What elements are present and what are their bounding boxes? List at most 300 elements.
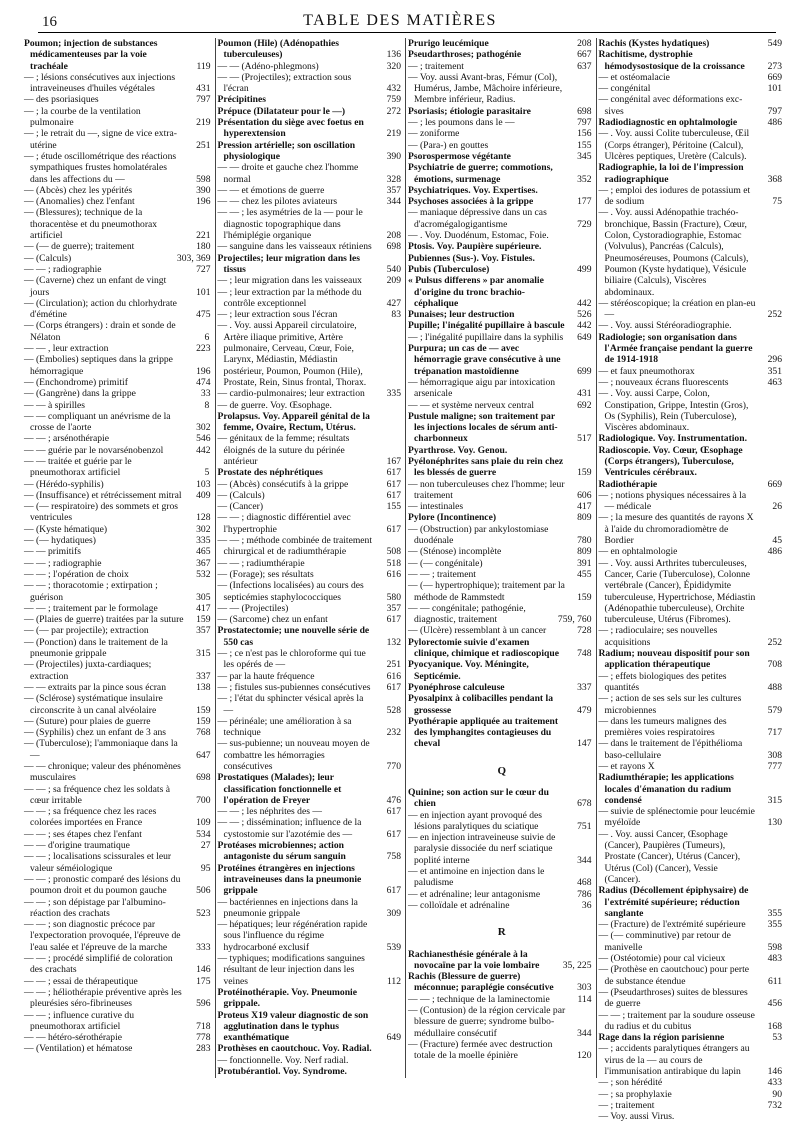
entry-page-number: 208 <box>386 230 401 242</box>
entry-text: — et adrénaline; leur antagonisme <box>408 888 541 900</box>
entry-page-number: 616 <box>386 568 401 580</box>
index-entry <box>24 128 215 151</box>
entry-page-number: 83 <box>391 309 401 321</box>
entry-text: — ; effets biologiques des petites quantités <box>598 670 727 693</box>
entry-text: Poumon (Hile) (Adénopathies tuberculeuses) <box>217 38 340 61</box>
entry-text: — (— de guerre); traitement <box>24 241 135 253</box>
entry-text: — (Calculs) <box>217 489 265 501</box>
entry-page-number: 302 <box>196 523 211 535</box>
entry-text: — (Ulcère) ressemblant à un cancer <box>408 625 547 637</box>
entry-text: Présentation du siège avec foetus en hyperextension <box>217 117 364 140</box>
entry-text: — de guerre. Voy. Œsophage. <box>217 399 332 411</box>
index-entry <box>24 1010 215 1033</box>
index-entry <box>24 388 215 399</box>
index-entry <box>599 546 787 557</box>
index-entry <box>408 682 596 693</box>
entry-text: — (Projectiles) juxta-cardiaques; extraction <box>24 659 152 682</box>
entry-page-number: 146 <box>767 1066 782 1078</box>
index-entry <box>218 558 406 569</box>
index-entry <box>408 659 596 682</box>
entry-text: Protéines étrangères en injections intraveineuses dans la pneumonie grippale <box>217 862 362 897</box>
entry-text: — (Contusion) de la région cervicale par blessure de guerre; syndrome bulbo-médullaire consécutif <box>408 1005 566 1039</box>
entry-text: — fonctionnelle. Voy. Nerf radial. <box>217 1054 349 1066</box>
entry-text: — (Para-) en gouttes <box>408 139 489 151</box>
index-entry <box>408 625 596 636</box>
entry-page-number: 729 <box>577 218 592 230</box>
index-entry <box>218 72 406 95</box>
index-entry <box>408 693 596 716</box>
entry-page-number: 442 <box>577 320 592 332</box>
index-entry <box>599 829 787 885</box>
index-entry <box>218 625 406 648</box>
entry-page-number: 637 <box>577 60 592 72</box>
entry-page-number: 748 <box>577 648 592 660</box>
index-entry <box>408 151 596 162</box>
entry-page-number: 770 <box>386 761 401 772</box>
entry-page-number: 208 <box>577 38 592 49</box>
index-entry <box>218 648 406 671</box>
entry-page-number: 549 <box>767 38 782 49</box>
entry-page-number: 159 <box>196 704 211 716</box>
entry-page-number: 180 <box>196 241 211 253</box>
entry-page-number: 357 <box>386 184 401 196</box>
index-entry <box>408 207 596 230</box>
index-entry <box>408 38 596 49</box>
entry-page-number: 777 <box>767 761 782 772</box>
entry-text: — — et système nerveux central <box>408 399 535 411</box>
entry-page-number: 433 <box>767 1077 782 1089</box>
entry-page-number: 251 <box>196 139 211 151</box>
entry-text: — ; le retrait du —, signe de vice extra-utérine <box>24 128 177 151</box>
index-entry <box>24 253 215 264</box>
entry-page-number: 797 <box>577 117 592 129</box>
entry-page-number: 432 <box>386 83 401 95</box>
entry-text: Radioscopie. Voy. Cœur, Œsophage (Corps étrangers), Tuberculose, Ventricules cérébraux. <box>598 444 743 479</box>
entry-page-number: 53 <box>772 1032 782 1044</box>
section-letter: R <box>497 926 506 939</box>
entry-page-number: 758 <box>386 851 401 863</box>
entry-text: — (Sclérose) systématique insulaire circonscrite à un canal alvéolaire <box>24 693 163 716</box>
entry-page-number: 598 <box>196 173 211 185</box>
entry-page-number: 474 <box>196 376 211 388</box>
entry-page-number: 156 <box>577 128 592 140</box>
entry-page-number: 546 <box>196 433 211 445</box>
index-entry <box>599 558 787 626</box>
entry-page-number: 431 <box>196 83 211 95</box>
index-entry <box>408 716 596 750</box>
index-entry <box>599 445 787 479</box>
entry-page-number: 302 <box>196 422 211 434</box>
index-entry <box>408 580 596 603</box>
index-entry <box>24 343 215 354</box>
index-entry <box>218 1010 406 1044</box>
index-entry <box>599 648 787 671</box>
entry-text: — sanguine dans les vaisseaux rétiniens <box>217 241 372 253</box>
entry-text: — (Ventilation) et hématose <box>24 1043 133 1055</box>
index-entry <box>599 738 787 761</box>
entry-page-number: 344 <box>577 1027 592 1039</box>
entry-text: — ; les poumons dans le — <box>408 117 515 129</box>
entry-page-number: 617 <box>386 885 401 897</box>
entry-text: — — d'origine traumatique <box>24 840 130 852</box>
entry-text: Pression artérielle; son oscillation physiologique <box>217 139 356 162</box>
entry-page-number: 417 <box>577 501 592 513</box>
index-entry <box>218 1066 406 1077</box>
index-entry <box>218 987 406 1010</box>
entry-text: Psoriasis; étiologie parasitaire <box>408 105 531 117</box>
entry-text: — intestinales <box>408 501 464 513</box>
entry-text: — ; action de ses sels sur les cultures microbiennes <box>598 693 742 716</box>
entry-text: Radiothérapie <box>598 478 658 490</box>
index-entry <box>24 185 215 196</box>
entry-page-number: 700 <box>196 794 211 806</box>
index-entry <box>218 287 406 310</box>
entry-text: — — ; radiumthérapie <box>217 557 305 569</box>
entry-text: — — ; sa fréquence chez les soldats à cœur irritable <box>24 783 170 806</box>
entry-text: — (Suture) pour plaies de guerre <box>24 715 151 727</box>
index-entry <box>218 501 406 512</box>
entry-page-number: 109 <box>196 817 211 829</box>
entry-text: — congénital <box>598 83 651 95</box>
entry-text: — périnéale; une amélioration à sa technique <box>217 715 352 739</box>
entry-page-number: 598 <box>767 941 782 953</box>
entry-page-number: 809 <box>577 512 592 524</box>
entry-text: — (— comminutive) par retour de manivelle <box>598 930 731 953</box>
entry-text: — dans le traitement de l'épithélioma baso-cellulaire <box>598 738 743 761</box>
entry-text: — non tuberculeuses chez l'homme; leur traitement <box>408 478 565 501</box>
entry-text: — (Corps étrangers) : drain et sonde de Nélaton <box>24 320 176 343</box>
entry-text: — (Fracture) fermée avec destruction totale de la moelle épinière <box>408 1038 553 1062</box>
entry-page-number: 617 <box>386 681 401 693</box>
entry-page-number: 35, 225 <box>562 959 592 971</box>
entry-text: — — ; radiographie <box>24 557 102 569</box>
entry-page-number: 344 <box>577 854 592 866</box>
entry-page-number: 778 <box>196 1032 211 1044</box>
entry-text: Pyélonéphrites sans plaie du rein chez les blessés de guerre <box>408 455 564 479</box>
entry-page-number: 315 <box>196 648 211 660</box>
index-entry <box>218 806 406 817</box>
entry-page-number: 698 <box>386 241 401 253</box>
entry-text: — ; son hérédité <box>598 1077 663 1089</box>
entry-page-number: 809 <box>577 546 592 558</box>
entry-text: Rachis (Blessure de guerre) méconnue; paraplégie consécutive <box>408 971 554 994</box>
entry-page-number: 159 <box>577 467 592 479</box>
entry-page-number: 617 <box>386 806 401 818</box>
entry-text: — congénital avec déformations exc-sives <box>598 94 743 117</box>
entry-page-number: 252 <box>767 636 782 648</box>
index-entry <box>408 949 596 972</box>
entry-text: Proteus X19 valeur diagnostic de son agglutination dans le typhus exanthématique <box>217 1009 369 1044</box>
index-entry <box>218 433 406 467</box>
entry-page-number: 147 <box>577 738 592 750</box>
entry-text: — (Enchondrome) primitif <box>24 376 128 388</box>
entry-page-number: 232 <box>386 727 401 739</box>
index-entry <box>599 490 787 513</box>
index-entry <box>24 919 215 953</box>
entry-text: — — ; radiographie <box>24 263 102 275</box>
entry-page-number: 333 <box>196 941 211 953</box>
index-entry <box>218 897 406 920</box>
entry-text: Purpura; un cas de — avec hémorragie grave consécutive à une trépanation mastoïdienne <box>408 343 561 377</box>
index-entry <box>218 309 406 320</box>
entry-text: — hémorragique aigu par intoxication arsenicale <box>408 376 556 400</box>
entry-page-number: 486 <box>767 546 782 558</box>
entry-page-number: 223 <box>196 343 211 355</box>
entry-page-number: 90 <box>772 1088 782 1100</box>
index-entry <box>218 840 406 863</box>
entry-text: Pyarthrose. Voy. Genou. <box>408 444 508 456</box>
entry-page-number: 526 <box>577 309 592 321</box>
entry-text: — sus-pubienne; un nouveau moyen de combattre les hémorragies consécutives <box>217 738 370 772</box>
entry-text: — . Voy. aussi Adénopathie trachéo-bronchique, Bassin (Fracture), Cœur, Colon, Cystoradiographie, Estomac (Volvulus), Pancréas (Calculs), Pneumoséreuses, Poumons (Calculs), Poumon (Kyste hydatique), Vésicule biliaire (Calculs), Viscères abdominaux. <box>598 207 749 298</box>
entry-text: — ; l'inégalité pupillaire dans la syphilis <box>408 331 564 343</box>
entry-text: — des psoriasiques <box>24 94 99 106</box>
entry-text: — (Blessures); technique de la thoracentèse et du pneumothorax artificiel <box>24 207 158 242</box>
entry-page-number: 463 <box>767 376 782 388</box>
entry-text: — — ; traitement <box>408 568 476 580</box>
index-entry <box>408 1039 596 1062</box>
entry-page-number: 337 <box>577 681 592 693</box>
index-entry <box>218 772 406 806</box>
entry-text: — — ; l'opération de choix <box>24 568 129 580</box>
entry-page-number: 101 <box>196 286 211 298</box>
entry-page-number: 196 <box>196 365 211 377</box>
index-entry <box>24 693 215 716</box>
index-entry <box>24 377 215 388</box>
entry-text: — Voy. aussi Avant-bras, Fémur (Col), Humérus, Jambe, Mâchoire inférieure, Membre inférieur, Radius. <box>408 71 563 106</box>
index-entry <box>218 1043 406 1054</box>
index-entry <box>408 866 596 889</box>
index-entry <box>408 332 596 343</box>
entry-page-number: 335 <box>196 535 211 547</box>
index-entry <box>24 207 215 241</box>
index-column-2 <box>215 38 406 1078</box>
entry-page-number: 114 <box>577 993 592 1005</box>
entry-page-number: 251 <box>386 659 401 671</box>
entry-text: — (— hydatiques) <box>24 535 96 547</box>
entry-text: Pupille; l'inégalité pupillaire à bascule <box>408 320 565 332</box>
index-entry <box>24 546 215 557</box>
index-entry <box>599 1089 787 1100</box>
index-entry <box>218 512 406 535</box>
index-entry <box>408 128 596 139</box>
entry-text: — par la haute fréquence <box>217 670 315 682</box>
index-entry <box>218 535 406 558</box>
index-entry <box>408 546 596 557</box>
entry-text: — — ; arsénothérapie <box>24 433 109 445</box>
index-entry <box>408 456 596 479</box>
index-entry <box>599 953 787 964</box>
index-entry <box>408 309 596 320</box>
index-entry <box>218 275 406 286</box>
entry-page-number: 528 <box>386 704 401 716</box>
entry-text: — — droite et gauche chez l'homme normal <box>217 162 359 185</box>
entry-text: — — ; influence curative du pneumothorax artificiel <box>24 1009 135 1032</box>
entry-text: Psychoses associées à la grippe <box>408 196 534 208</box>
entry-text: — stéréoscopique; la création en plan-eu — <box>598 297 756 321</box>
entry-page-number: 168 <box>767 1020 782 1032</box>
entry-page-number: 283 <box>196 1043 211 1055</box>
index-entry <box>408 787 596 810</box>
entry-text: Pyocyanique. Voy. Méningite, Septicémie. <box>408 659 529 682</box>
index-entry <box>408 1005 596 1039</box>
entry-page-number: 786 <box>577 888 592 900</box>
index-column-3 <box>405 38 596 1078</box>
entry-text: — et rayons X <box>598 761 655 772</box>
index-entry <box>218 185 406 196</box>
index-entry <box>599 693 787 716</box>
index-entry <box>599 806 787 829</box>
entry-text: Radium; nouveau dispositif pour son application thérapeutique <box>598 648 750 671</box>
entry-page-number: 475 <box>196 309 211 321</box>
entry-page-number: 221 <box>196 230 211 242</box>
entry-page-number: 606 <box>577 489 592 501</box>
entry-page-number: 728 <box>577 625 592 637</box>
index-entry <box>24 38 215 72</box>
index-entry <box>218 603 406 614</box>
index-entry <box>218 614 406 625</box>
index-entry <box>218 140 406 163</box>
entry-page-number: 768 <box>196 727 211 739</box>
entry-text: — (Fracture) de l'extrémité supérieure <box>598 919 746 931</box>
entry-page-number: 355 <box>767 907 782 919</box>
entry-text: Pyothérapie appliquée au traitement des lymphangites contagieuses du cheval <box>408 715 559 750</box>
index-entry <box>218 490 406 501</box>
entry-text: Psychiatriques. Voy. Expertises. <box>408 184 538 196</box>
entry-text: — — ; procédé simplifié de coloration des crachats <box>24 953 173 976</box>
entry-text: — ; sa prophylaxie <box>598 1088 672 1100</box>
header-rule <box>38 32 776 33</box>
entry-text: — — (Projectiles); extraction sous l'écran <box>217 71 352 95</box>
entry-page-number: 132 <box>386 636 401 648</box>
entry-text: — (Caverne) chez un enfant de vingt jours <box>24 275 167 298</box>
entry-text: — — chez les pilotes aviateurs <box>217 196 338 208</box>
index-entry <box>599 185 787 208</box>
entry-text: Poumon; injection de substances médicamenteuses par la voie trachéale <box>24 38 158 72</box>
index-entry <box>24 264 215 275</box>
entry-text: Radiologie; son organisation dans l'Armée française pendant la guerre de 1914-1918 <box>598 331 753 366</box>
entry-text: Prostatectomie; une nouvelle série de 550 cas <box>217 625 370 648</box>
entry-text: Projectiles; leur migration dans les tissus <box>217 252 360 275</box>
index-entry <box>599 772 787 806</box>
entry-page-number: 119 <box>196 60 211 72</box>
entry-page-number: 27 <box>200 840 211 852</box>
index-entry <box>599 332 787 366</box>
entry-text: — (Embolies) septiques dans la grippe hémorragique <box>24 354 173 377</box>
entry-page-number: 617 <box>386 614 401 626</box>
entry-page-number: 345 <box>577 150 592 162</box>
entry-text: Psorospermose végétante <box>408 150 511 162</box>
entry-page-number: 617 <box>386 523 401 535</box>
entry-page-number: 580 <box>386 591 401 603</box>
entry-text: — — congénitale; pathogénie, diagnostic, traitement <box>408 602 526 626</box>
entry-text: — ; emploi des iodures de potassium et de sodium <box>598 184 751 208</box>
index-entry <box>408 411 596 445</box>
entry-page-number: 309 <box>386 907 401 919</box>
entry-text: — typhiques; modifications sanguines résultant de leur injection dans les veines <box>217 953 365 987</box>
index-entry <box>599 162 787 185</box>
index-entry <box>599 716 787 739</box>
entry-text: Protéases microbiennes; action antagoniste du sérum sanguin <box>217 840 346 863</box>
entry-text: — (Anomalies) chez l'enfant <box>24 196 135 208</box>
entry-page-number: 209 <box>386 275 401 287</box>
index-entry <box>218 207 406 241</box>
entry-page-number: 759, 760 <box>557 614 592 626</box>
index-entry <box>24 445 215 456</box>
entry-page-number: 272 <box>386 105 401 117</box>
entry-page-number: 308 <box>767 749 782 761</box>
index-entry <box>24 897 215 920</box>
index-entry <box>24 829 215 840</box>
entry-text: — ; notions physiques nécessaires à la — médicale <box>598 489 747 513</box>
entry-page-number: 355 <box>767 919 782 931</box>
entry-text: — — extraits par la pince sous écran <box>24 681 166 693</box>
entry-page-number: 138 <box>196 681 211 693</box>
entry-text: — — à spirilles <box>24 399 86 411</box>
entry-page-number: 669 <box>767 71 782 83</box>
entry-page-number: 45 <box>772 535 782 547</box>
index-entry <box>408 196 596 207</box>
entry-text: — (Pseudarthroses) suites de blessures de guerre <box>598 986 748 1010</box>
entry-text: Prépuce (Dilatateur pour le —) <box>217 105 346 117</box>
entry-page-number: 417 <box>196 602 211 614</box>
entry-page-number: 136 <box>386 49 401 61</box>
index-entry <box>599 885 787 919</box>
entry-page-number: 273 <box>767 60 782 72</box>
entry-text: — (— hypertrophique); traitement par la méthode de Rammstedt <box>408 580 565 603</box>
index-entry <box>218 671 406 682</box>
entry-text: — ; ce n'est pas le chloroforme qui tue les opérés de — <box>217 648 366 671</box>
index-entry <box>218 400 406 411</box>
entry-text: Prostate des néphrétiques <box>217 467 323 479</box>
index-entry <box>24 716 215 727</box>
entry-text: — — hétéro-sérothérapie <box>24 1032 123 1044</box>
entry-page-number: 667 <box>577 49 592 61</box>
index-entry <box>599 1100 787 1111</box>
entry-text: — (Calculs) <box>24 252 72 264</box>
entry-text: Protéinothérapie. Voy. Pneumonie grippale. <box>217 986 357 1010</box>
index-entry <box>24 625 215 636</box>
index-entry <box>218 253 406 276</box>
page-number: 16 <box>42 14 57 30</box>
index-entry <box>24 535 215 546</box>
entry-text: — hépatiques; leur régénération rapide sous l'influence du régime hydrocarboné exclusif <box>217 919 368 953</box>
entry-text: Radiographie, la loi de l'impression radiographique <box>598 162 744 185</box>
entry-page-number: 159 <box>577 591 592 603</box>
entry-text: — (Sarcome) chez un enfant <box>217 614 328 626</box>
entry-text: — (— congénitale) <box>408 557 483 569</box>
entry-text: Prolapsus. Voy. Appareil génital de la femme, Ovaire, Rectum, Utérus. <box>217 410 370 434</box>
index-entry <box>24 433 215 444</box>
entry-text: — maniaque dépressive dans un cas d'acromégalogigantisme <box>408 207 547 230</box>
index-entry <box>24 682 215 693</box>
entry-page-number: 649 <box>577 331 592 343</box>
index-entry <box>24 411 215 434</box>
entry-text: — — chronique; valeur des phénomènes musculaires <box>24 761 181 784</box>
index-entry <box>599 72 787 83</box>
entry-page-number: 727 <box>196 263 211 275</box>
entry-page-number: 699 <box>577 365 592 377</box>
entry-text: — (Hérédo-syphilis) <box>24 478 104 490</box>
index-column-4 <box>596 38 787 1123</box>
index-entry <box>218 38 406 61</box>
entry-page-number: 579 <box>767 704 782 716</box>
entry-page-number: 442 <box>196 444 211 456</box>
entry-page-number: 103 <box>196 478 211 490</box>
entry-text: Protubérantiol. Voy. Syndrome. <box>217 1066 347 1078</box>
entry-page-number: 427 <box>386 297 401 309</box>
entry-page-number: 718 <box>196 1020 211 1032</box>
